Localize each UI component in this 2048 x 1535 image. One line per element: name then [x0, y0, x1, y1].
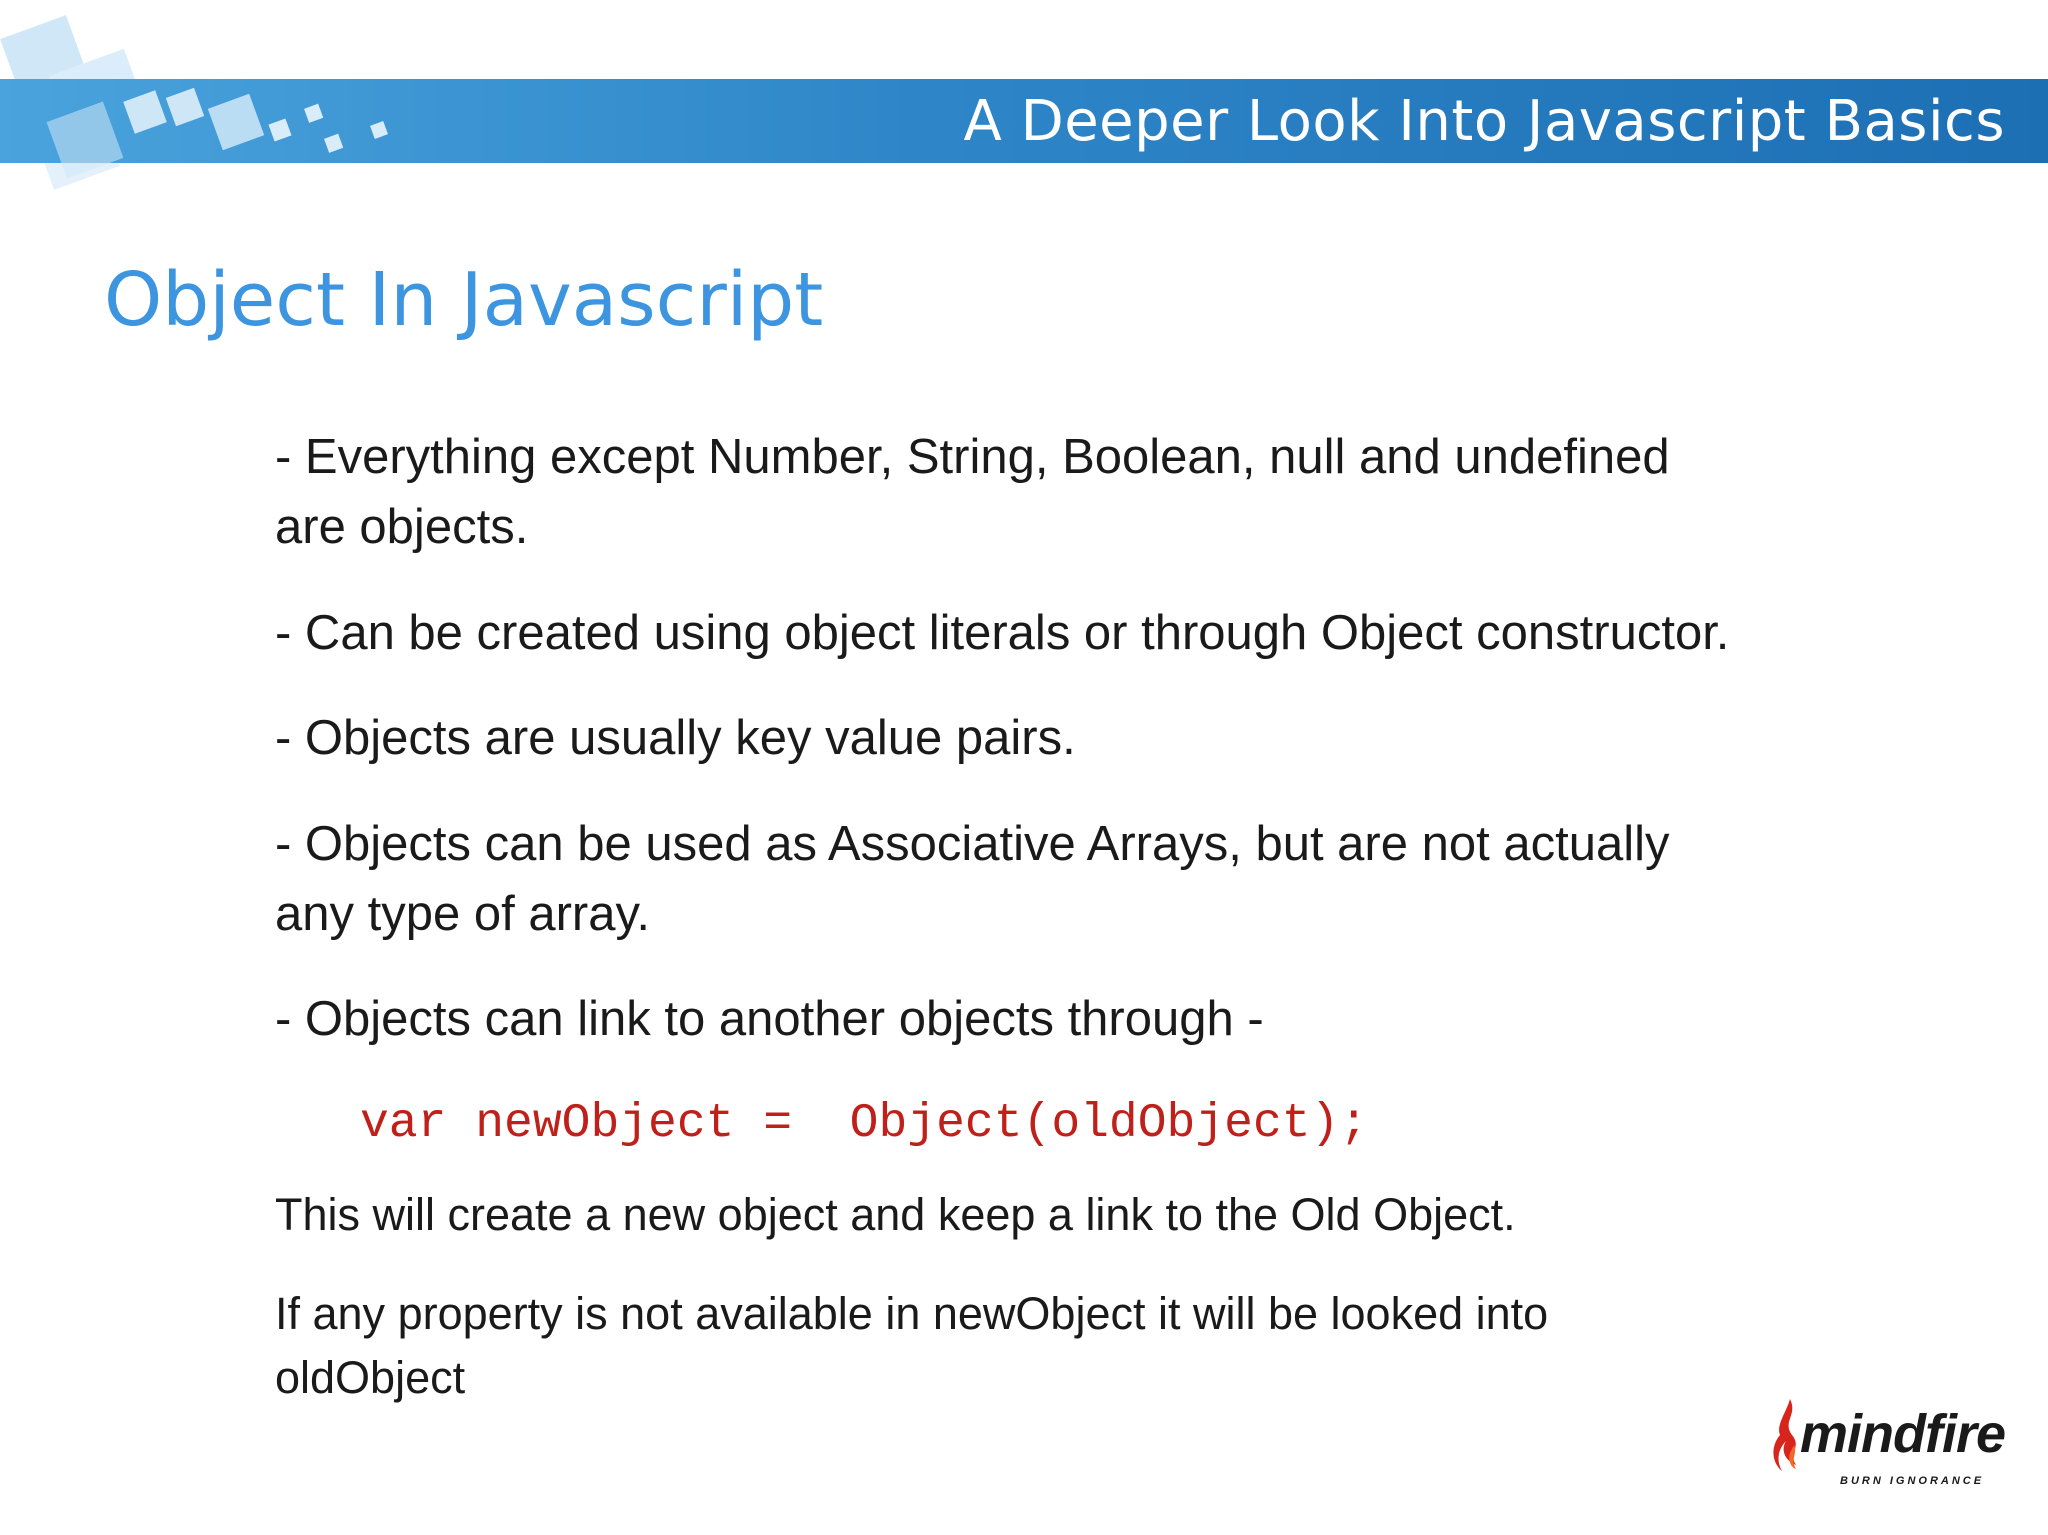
slide-title: Object In Javascript — [104, 257, 824, 343]
bullet-line: are objects. — [275, 500, 529, 554]
bullet-line: any type of array. — [275, 887, 650, 941]
bullet-line: - Can be created using object literals or through Object constructor. — [275, 606, 1730, 660]
bullet-line: - Objects are usually key value pairs. — [275, 711, 1076, 765]
decorative-squares-overlay — [0, 0, 420, 200]
mindfire-logo — [1768, 1395, 2008, 1495]
bullet-line: - Objects can link to another objects through - — [275, 992, 1264, 1046]
code-snippet: var newObject = Object(oldObject); — [360, 1097, 1369, 1151]
logo-tagline: BURN IGNORANCE — [1840, 1475, 1985, 1487]
note-line: If any property is not available in newObject it will be looked into — [275, 1288, 1549, 1339]
note-line: This will create a new object and keep a link to the Old Object. — [275, 1189, 1516, 1240]
note-line: oldObject — [275, 1352, 466, 1403]
bullet-line: - Everything except Number, String, Boolean, null and undefined — [275, 430, 1670, 484]
bullet-line: - Objects can be used as Associative Arrays, but are not actually — [275, 817, 1670, 871]
presentation-title: A Deeper Look Into Javascript Basics — [963, 89, 2005, 154]
logo-wordmark: mindfire — [1800, 1404, 2006, 1464]
